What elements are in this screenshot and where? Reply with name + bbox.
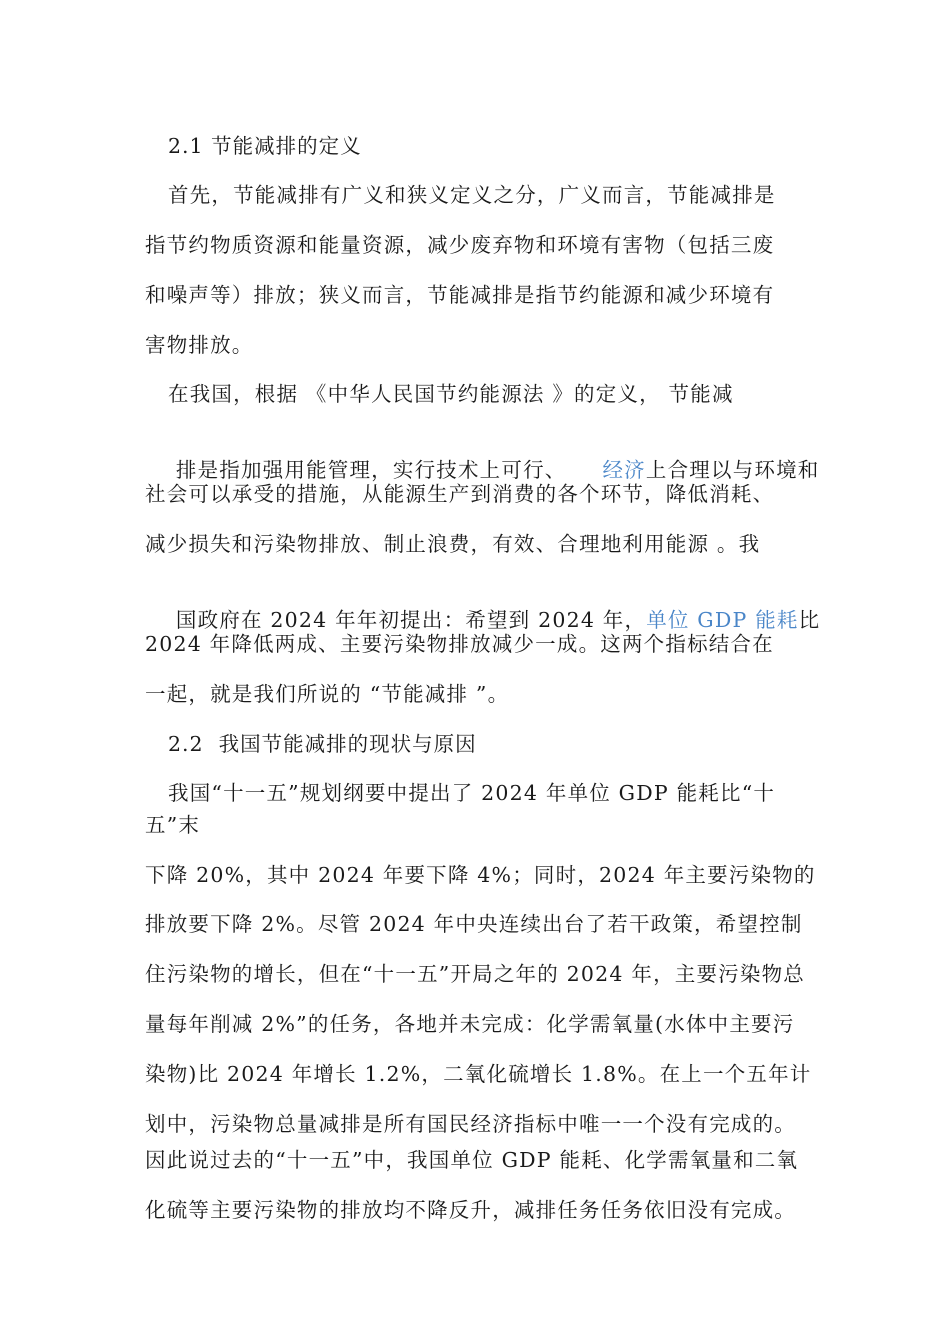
paragraph-3-line-3: 下降 20%，其中 2024 年要下降 4%；同时，2024 年主要污染物的: [145, 863, 816, 887]
paragraph-2-line-6: 2024 年降低两成、主要污染物排放减少一成。这两个指标结合在: [145, 632, 774, 656]
paragraph-3-line-9: 因此说过去的“十一五”中，我国单位 GDP 能耗、化学需氧量和二氧: [145, 1148, 799, 1172]
paragraph-2-line-3: 社会可以承受的措施，从能源生产到消费的各个环节，降低消耗、: [145, 482, 775, 506]
paragraph-2-line-7: 一起，就是我们所说的 “节能减排 ”。: [145, 682, 510, 706]
paragraph-1-line-4: 害物排放。: [145, 333, 254, 357]
paragraph-3-line-5: 住污染物的增长，但在“十一五”开局之年的 2024 年，主要污染物总: [145, 962, 805, 986]
unit-gdp-energy-link[interactable]: 单位 GDP 能耗: [646, 608, 799, 632]
section-heading-2-1: 2.1 节能减排的定义: [168, 134, 362, 158]
paragraph-2-line-2-text-b: 上合理以与环境和: [645, 458, 820, 482]
paragraph-2-line-4: 减少损失和污染物排放、制止浪费，有效、合理地利用能源 。我: [145, 532, 761, 556]
paragraph-1-line-2: 指节约物质资源和能量资源，减少废弃物和环境有害物（包括三废: [145, 233, 775, 257]
paragraph-3-line-7: 染物)比 2024 年增长 1.2%，二氧化硫增长 1.8%。在上一个五年计: [145, 1062, 812, 1086]
paragraph-3-line-1: 我国“十一五”规划纲要中提出了 2024 年单位 GDP 能耗比“十: [168, 781, 776, 805]
paragraph-2-line-5-text-b: 比: [798, 608, 821, 632]
economy-link[interactable]: 经济: [602, 458, 646, 482]
paragraph-2-line-1: 在我国，根据 《中华人民国节约能源法 》的定义， 节能减: [168, 382, 734, 406]
paragraph-1-line-3: 和噪声等）排放；狭义而言，节能减排是指节约能源和减少环境有: [145, 283, 775, 307]
paragraph-3-line-2: 五”末: [145, 813, 201, 837]
paragraph-3-line-10: 化硫等主要污染物的排放均不降反升，减排任务任务依旧没有完成。: [145, 1198, 796, 1222]
paragraph-2-line-5-text-a: 国政府在 2024 年年初提出：希望到 2024 年，: [175, 608, 647, 632]
section-heading-2-2: 2.2 我国节能减排的现状与原因: [168, 732, 477, 756]
paragraph-3-line-4: 排放要下降 2%。尽管 2024 年中央连续出台了若干政策，希望控制: [145, 912, 803, 936]
paragraph-3-line-8: 划中，污染物总量减排是所有国民经济指标中唯一一个没有完成的。: [145, 1112, 796, 1136]
paragraph-1-line-1: 首先，节能减排有广义和狭义定义之分，广义而言，节能减排是: [168, 183, 776, 207]
paragraph-3-line-6: 量每年削减 2%”的任务，各地并未完成：化学需氧量(水体中主要污: [145, 1012, 795, 1036]
paragraph-2-line-2-text-a: 排是指加强用能管理，实行技术上可行、: [175, 458, 567, 482]
